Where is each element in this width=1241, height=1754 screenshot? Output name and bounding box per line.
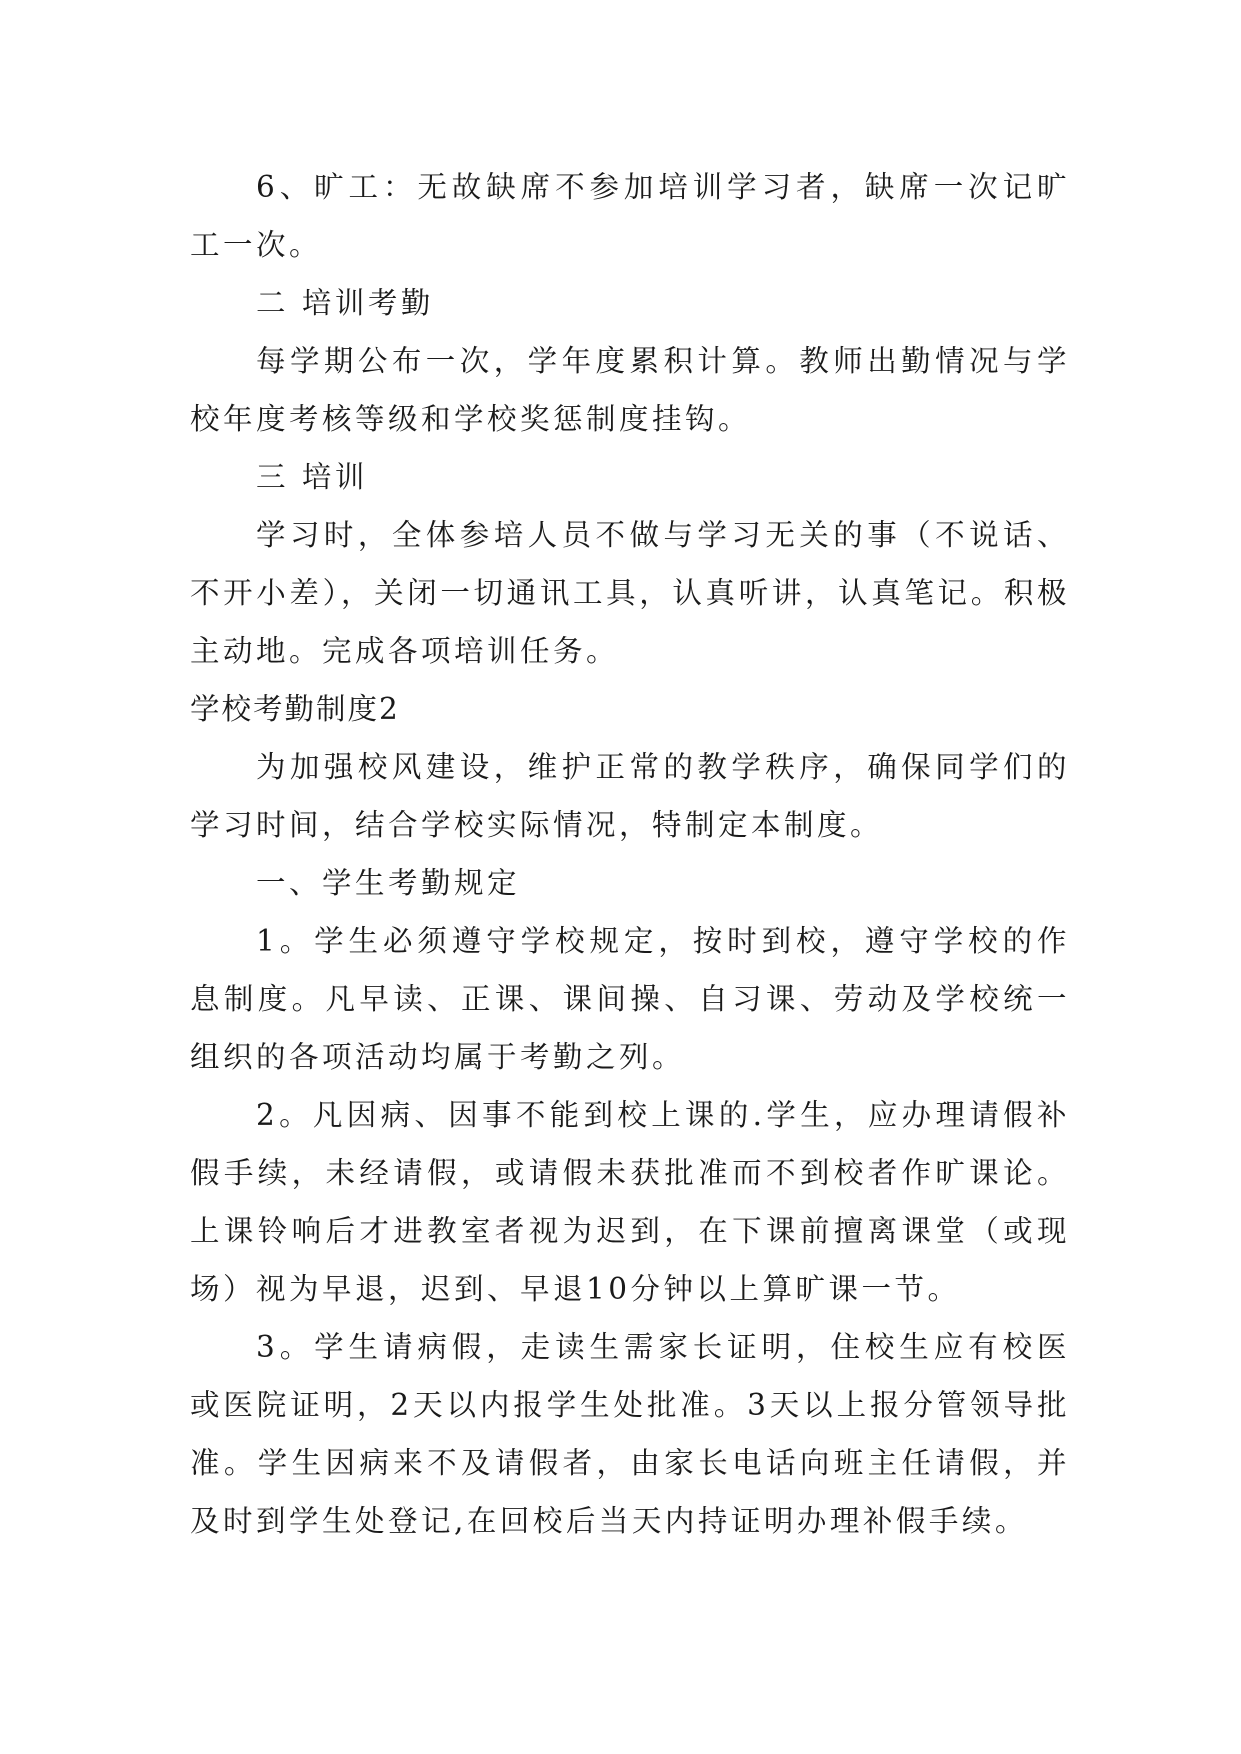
paragraph-rule-3: 3。学生请病假，走读生需家长证明，住校生应有校医或医院证明，2天以内报学生处批准。3天以上报分管领导批准。学生因病来不及请假者，由家长电话向班主任请假，并及时到学生处登记,在回校后当天内持证明办理补假手续。 xyxy=(190,1330,1070,1538)
paragraph-rule-1: 1。学生必须遵守学校规定，按时到校，遵守学校的作息制度。凡早读、正课、课间操、自习课、劳动及学校统一组织的各项活动均属于考勤之列。 xyxy=(190,924,1070,1074)
paragraph-purpose: 为加强校风建设，维护正常的教学秩序，确保同学们的学习时间，结合学校实际情况，特制定本制度。 xyxy=(190,750,1070,842)
paragraph-attendance-announcement: 每学期公布一次，学年度累积计算。教师出勤情况与学校年度考核等级和学校奖惩制度挂钩。 xyxy=(190,344,1070,436)
document-body xyxy=(190,158,1070,1550)
paragraph-absence-rule: 6、旷工：无故缺席不参加培训学习者，缺席一次记旷工一次。 xyxy=(190,170,1070,262)
paragraph-training-conduct: 学习时，全体参培人员不做与学习无关的事（不说话、不开小差），关闭一切通讯工具，认真听讲，认真笔记。积极主动地。完成各项培训任务。 xyxy=(190,518,1070,668)
section-heading-training-attendance: 二 培训考勤 xyxy=(256,286,434,320)
document-title-2: 学校考勤制度2 xyxy=(190,692,400,726)
section-heading-training: 三 培训 xyxy=(256,460,368,494)
section-heading-student-attendance: 一、学生考勤规定 xyxy=(256,866,521,900)
paragraph-rule-2: 2。凡因病、因事不能到校上课的.学生，应办理请假补假手续，未经请假，或请假未获批准而不到校者作旷课论。上课铃响后才进教室者视为迟到，在下课前擅离课堂（或现场）视为早退，迟到、早退10分钟以上算旷课一节。 xyxy=(190,1098,1070,1306)
